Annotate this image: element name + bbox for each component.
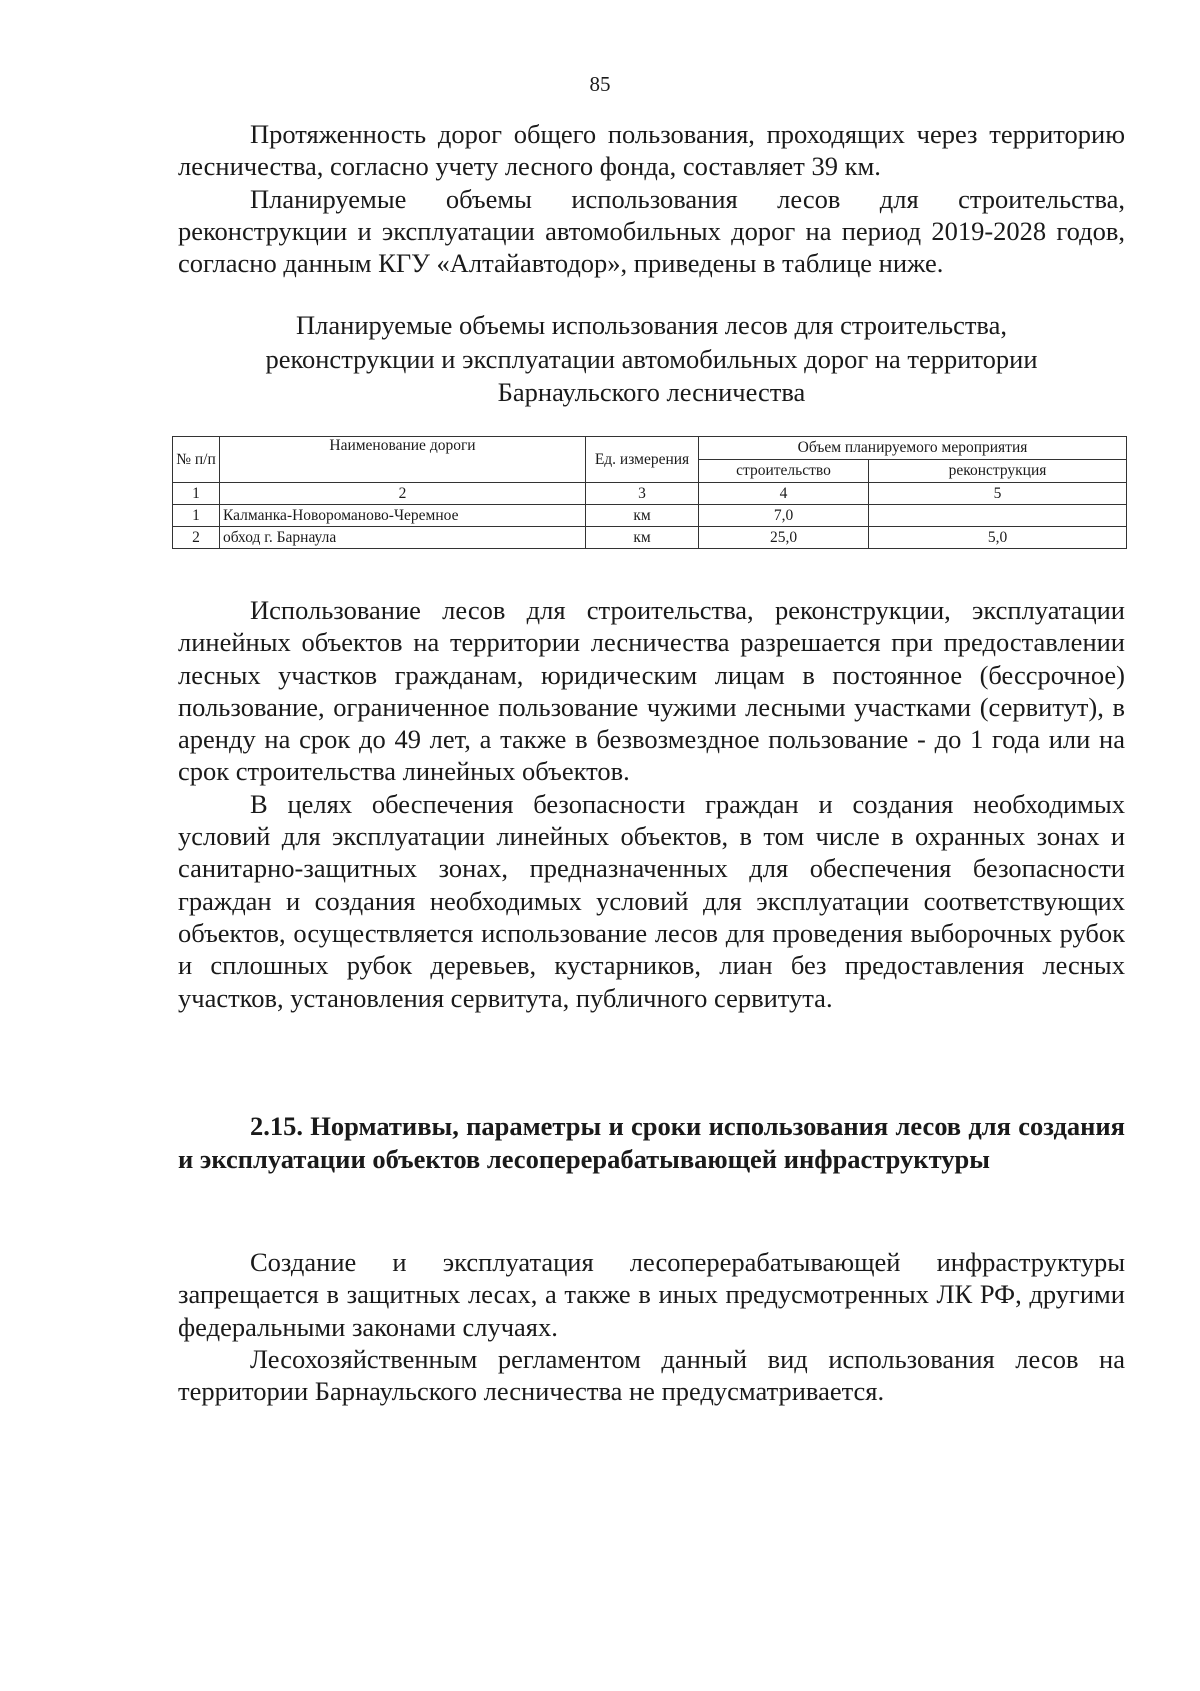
row-unit: км [586, 527, 699, 549]
paragraph-prohibition: Создание и эксплуатация лесоперерабатывающей инфраструктуры запрещается в защитных лесах, а также в иных предусмотренных ЛК РФ, другими федеральными законами случаях. [178, 1247, 1125, 1342]
table-caption-line: Планируемые объемы использования лесов для строительства, [296, 310, 1007, 340]
row-reconstruction [869, 505, 1127, 527]
row-construction: 7,0 [699, 505, 869, 527]
page-number: 85 [589, 72, 611, 96]
header-unit: Ед. измерения [586, 437, 699, 483]
paragraph-safety-cuttings: В целях обеспечения безопасности граждан и создания необходимых условий для эксплуатации линейных объектов, в том числе в охранных зонах и санитарно-защитных зонах, предназначенных для обеспечения безопасности граждан и создания необходимых условий для эксплуатации соответствующих объектов, осуществляется использование лесов для проведения выборочных рубок и сплошных рубок деревьев, кустарников, лиан без предоставления лесных участков, установления сервитута, публичного сервитута. [178, 788, 1125, 1013]
header-reconstruction: реконструкция [869, 460, 1127, 483]
index-cell: 4 [699, 483, 869, 505]
header-road-name: Наименование дороги [220, 437, 586, 483]
header-volume: Объем планируемого мероприятия [699, 437, 1127, 460]
paragraph-planned-volumes: Планируемые объемы использования лесов для строительства, реконструкции и эксплуатации автомобильных дорог на период 2019-2028 годов, согласно данным КГУ «Алтайавтодор», приведены в таблице ниже. [178, 183, 1125, 279]
index-cell: 3 [586, 483, 699, 505]
table-row [173, 527, 1127, 549]
table-index-row [173, 483, 1127, 505]
paragraph-linear-objects: Использование лесов для строительства, реконструкции, эксплуатации линейных объектов на территории лесничества разрешается при предоставлении лесных участков гражданам, юридическим лицам в постоянное (бессрочное) пользование, ограниченное пользование чужими лесными участками (сервитут), в аренду на срок до 49 лет, а также в безвозмездное пользование - до 1 года или на срок строительства линейных объектов. [178, 595, 1125, 787]
index-cell: 1 [173, 483, 220, 505]
row-road-name: обход г. Барнаула [220, 527, 586, 549]
header-num: № п/п [173, 437, 220, 483]
table-caption [178, 309, 1125, 410]
index-cell: 5 [869, 483, 1127, 505]
row-reconstruction: 5,0 [869, 527, 1127, 549]
table-row [173, 505, 1127, 527]
paragraph-regulation: Лесохозяйственным регламентом данный вид использования лесов на территории Барнаульского лесничества не предусматривается. [178, 1343, 1125, 1407]
table-caption-line: Барнаульского лесничества [497, 377, 806, 407]
section-heading: 2.15. Нормативы, параметры и сроки использования лесов для создания и эксплуатации объектов лесоперерабатывающей инфраструктуры [178, 1111, 1125, 1174]
index-cell: 2 [220, 483, 586, 505]
table-caption-line: реконструкции и эксплуатации автомобильных дорог на территории [265, 343, 1038, 374]
row-road-name: Калманка-Новороманово-Черемное [220, 505, 586, 527]
row-num: 2 [173, 527, 220, 549]
row-unit: км [586, 505, 699, 527]
usage-text [178, 594, 1125, 1014]
row-num: 1 [173, 505, 220, 527]
paragraph-road-length: Протяженность дорог общего пользования, проходящих через территорию лесничества, согласно учету лесного фонда, составляет 39 км. [178, 119, 1125, 182]
prohibition-text [178, 1246, 1125, 1407]
intro-text [178, 118, 1125, 279]
header-construction: строительство [699, 460, 869, 483]
roads-table [172, 436, 1127, 549]
row-construction: 25,0 [699, 527, 869, 549]
